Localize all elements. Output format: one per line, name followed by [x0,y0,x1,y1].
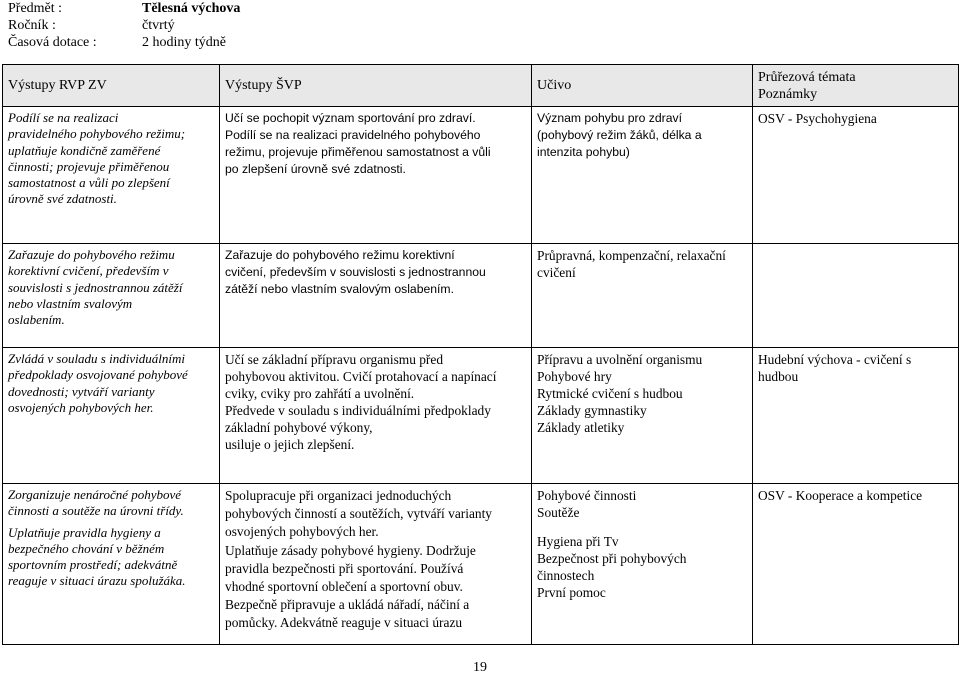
row2-ucivo [532,244,753,348]
row4-svp [220,484,532,645]
row2-svp [220,244,532,348]
header-pruzezova [753,65,959,107]
row4-rvp-text-a: Zorganizuje nenáročné pohybové činnosti a soutěže na úrovni třídy. [8,487,184,519]
grade-row [8,17,240,34]
row3-svp-text: Učí se základní přípravu organismu před pohybovou aktivitou. Cvičí protahovací a napínací cviky, cviky pro zahřátí a uvolnění. Předvede v souladu s individuálními předpoklady základní pohybové výkony, usiluje o jejich zlepšení. [225,352,497,452]
row2-ucivo-text: Průpravná, kompenzační, relaxační cvičení [537,248,726,280]
row3-poznamky [753,348,959,484]
row3-ucivo-text: Přípravu a uvolnění organismu Pohybové hry Rytmické cvičení s hudbou Základy gymnastiky Základy atletiky [537,352,703,435]
row1-rvp [3,107,220,244]
curriculum-table [2,64,959,645]
table-row [3,244,959,348]
hours-value: 2 hodiny týdně [142,35,226,50]
row4-ucivo-text-a: Pohybové činnosti Soutěže [537,488,637,520]
row1-ucivo-text: Význam pohybu pro zdraví (pohybový režim žáků, délka a intenzita pohybu) [537,111,702,159]
row3-svp [220,348,532,484]
page-number: 19 [473,660,487,675]
row1-rvp-text: Podílí se na realizaci pravidelného pohybového režimu; uplatňuje kondičně zaměřené činnosti; projevuje přiměřenou samostatnost a vůli po zlepšení úrovně své zdatnosti. [8,110,186,207]
row2-rvp-text: Zařazuje do pohybového režimu korektivní cvičení, především v souvislosti s jednostrannou zátěží nebo vlastním svalovým oslabením. [8,247,183,328]
row1-poznamky-text: OSV - Psychohygiena [758,111,877,126]
row1-svp [220,107,532,244]
row4-poznamky-text: OSV - Kooperace a kompetice [758,488,923,503]
header-svp: Výstupy ŠVP [220,65,532,107]
table-row [3,348,959,484]
row1-ucivo [532,107,753,244]
document-header [8,0,240,51]
row3-rvp [3,348,220,484]
row4-rvp [3,484,220,645]
grade-value: čtvrtý [142,18,175,33]
header-rvp: Výstupy RVP ZV [3,65,220,107]
row3-poznamky-text: Hudební výchova - cvičení s hudbou [758,352,912,384]
row3-ucivo [532,348,753,484]
subject-label: Předmět : [8,1,63,16]
row4-poznamky [753,484,959,645]
hours-label: Časová dotace : [8,35,97,50]
table-row [3,484,959,645]
row4-rvp-text-b: Uplatňuje pravidla hygieny a bezpečného chování v běžném sportovním prostředí; adekvátně reaguje v situaci úrazu spolužáka. [8,524,186,589]
row1-poznamky [753,107,959,244]
row4-ucivo-text-b: Hygiena při Tv Bezpečnost při pohybových činnostech První pomoc [537,534,687,600]
table-header-row [3,65,959,107]
row1-svp-text: Učí se pochopit význam sportování pro zdraví. Podílí se na realizaci pravidelného pohybového režimu, projevuje přiměřenou samostatnost a vůli po zlepšení úrovně své zdatnosti. [225,111,491,176]
table-row [3,107,959,244]
hours-row [8,34,240,51]
row4-svp-text: Spolupracuje při organizaci jednoduchých pohybových činností a soutěžích, vytváří varianty osvojených pohybových her. Uplatňuje zásady pohybové hygieny. Dodržuje pravidla bezpečnosti při sportování. Používá vhodné sportovní oblečení a sportovní obuv. Bezpečně připravuje a ukládá nářadí, náčiní a pomůcky. Adekvátně reaguje v situaci úrazu [225,488,493,631]
header-ucivo: Učivo [532,65,753,107]
header-pruzezova-line2: Poznámky [758,86,818,102]
subject-row [8,0,240,17]
row3-rvp-text: Zvládá v souladu s individuálními předpoklady osvojované pohybové dovednosti; vytváří varianty osvojených pohybových her. [8,351,188,415]
grade-label: Ročník : [8,18,56,33]
row2-rvp [3,244,220,348]
subject-value: Tělesná výchova [142,1,241,16]
header-pruzezova-line1: Průřezová témata [758,69,856,85]
row2-svp-text: Zařazuje do pohybového režimu korektivní cvičení, především v souvislosti s jednostrannou zátěží nebo vlastním svalovým oslabením. [225,248,486,296]
row4-ucivo [532,484,753,645]
row2-poznamky [753,244,959,348]
